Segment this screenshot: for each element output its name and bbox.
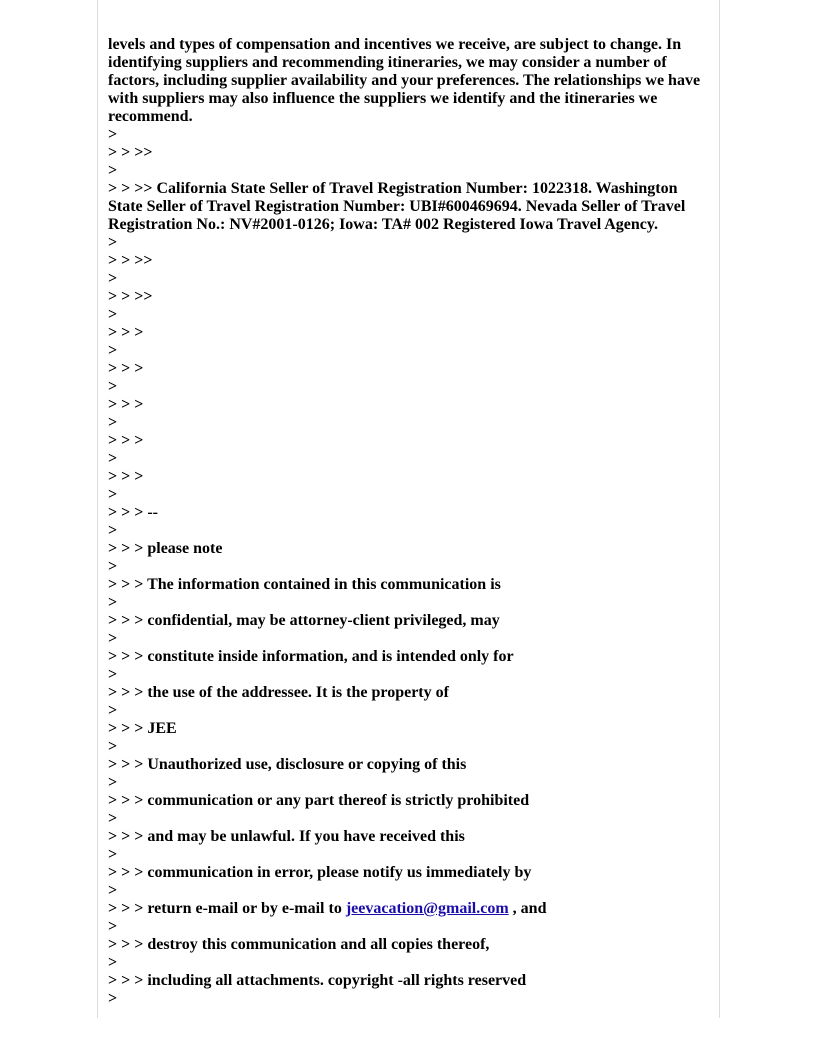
quote-line: > > > destroy this communication and all copies thereof, [108,936,490,953]
quote-marker: > [108,774,118,791]
quote-marker: > [108,234,118,251]
quote-line: > > > JEE [108,720,177,737]
quote-line: > > > including all attachments. copyright -all rights reserved [108,972,527,989]
quote-line: > > > [108,324,144,341]
quote-marker: > [108,126,118,143]
quote-line: > > >> [108,288,153,305]
quote-line: > > > Unauthorized use, disclosure or copying of this [108,756,467,773]
quote-marker: > [108,666,118,683]
quote-marker: > [108,162,118,179]
quote-line: > > > [108,468,144,485]
quote-marker: > [108,702,118,719]
quote-marker: > [108,954,118,971]
quote-marker: > [108,882,118,899]
quote-line: > > >> [108,144,153,161]
quoted-lines-block-end [108,918,708,1008]
quote-marker: > [108,450,118,467]
quote-marker: > [108,990,118,1007]
quote-line: > > > communication or any part thereof is strictly prohibited [108,792,530,809]
quote-marker: > [108,630,118,647]
quote-line: > > > -- [108,504,159,521]
return-line-prefix: > > > return e-mail or by e-mail to [108,900,346,917]
quote-line: > > > confidential, may be attorney-client privileged, may [108,612,500,629]
quote-line: > > > communication in error, please notify us immediately by [108,864,532,881]
quote-marker: > [108,270,118,287]
quote-marker: > [108,378,118,395]
quote-marker: > [108,738,118,755]
quote-line: > > > [108,432,144,449]
compensation-paragraph: levels and types of compensation and incentives we receive, are subject to change. In identifying suppliers and recommending itineraries, we may consider a number of factors, including supplier availability and your preferences. The relationships we have with suppliers may also influence the suppliers we identify and the itineraries we recommend. [108,36,701,125]
quote-marker: > [108,594,118,611]
quote-marker: > [108,414,118,431]
email-body [108,36,708,1008]
quote-marker: > [108,558,118,575]
registration-paragraph: > > >> California State Seller of Travel Registration Number: 1022318. Washington State Seller of Travel Registration Number: UBI#600469694. Nevada Seller of Travel Registration No.: NV#2001-0126; Iowa: TA# 002 Registered Iowa Travel Agency. [108,180,686,233]
quote-marker: > [108,846,118,863]
quote-line: > > > [108,360,144,377]
return-email-line [108,900,708,918]
quote-marker: > [108,486,118,503]
quote-line: > > > and may be unlawful. If you have received this [108,828,465,845]
quote-line: > > > The information contained in this communication is [108,576,501,593]
quoted-lines-block [108,252,708,900]
quote-marker: > [108,810,118,827]
return-line-suffix: , and [508,900,547,917]
quote-line: > > > the use of the addressee. It is the property of [108,684,449,701]
quote-marker: > [108,306,118,323]
quote-line: > > > [108,396,144,413]
quote-line: > > > constitute inside information, and is intended only for [108,648,514,665]
quote-line: > > > please note [108,540,223,557]
email-link[interactable]: jeevacation@gmail.com [345,900,509,917]
quote-line: > > >> [108,252,153,269]
quote-marker: > [108,522,118,539]
quote-marker: > [108,918,118,935]
quote-marker: > [108,342,118,359]
